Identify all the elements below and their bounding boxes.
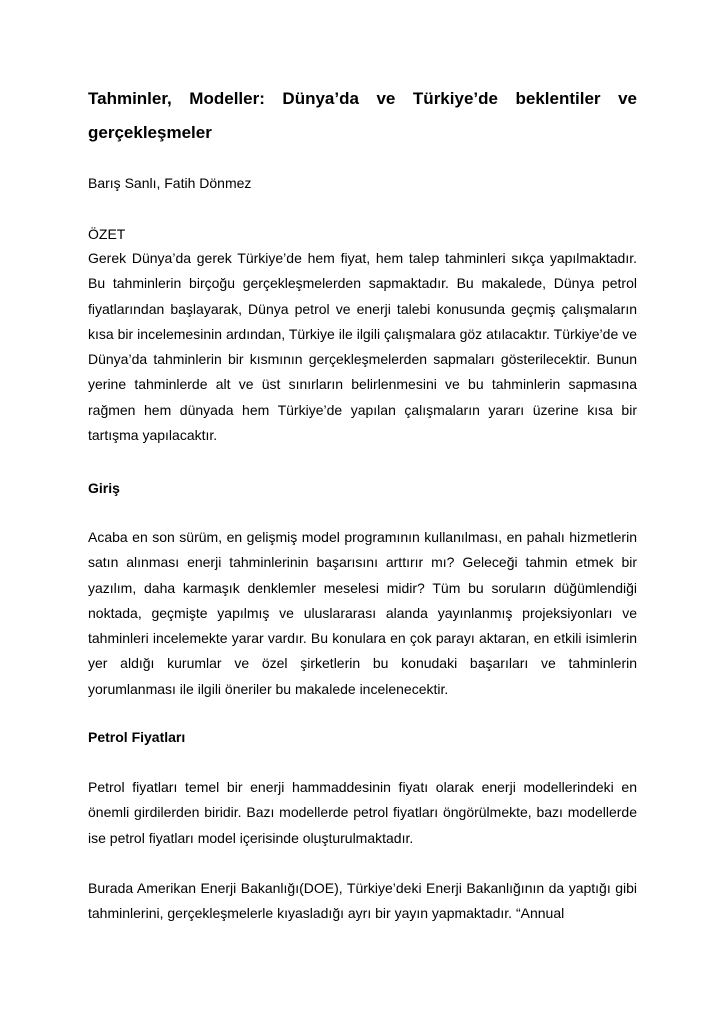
authors: Barış Sanlı, Fatih Dönmez — [88, 175, 252, 191]
abstract-heading: ÖZET — [88, 226, 126, 242]
section-text-giris: Acaba en son sürüm, en gelişmiş model programının kullanılması, en pahalı hizmetlerin satın alınması enerji tahminlerinin başarısını arttırır mı? Geleceği tahmin etmek bir yazılım, daha karmaşık denklemler meselesi midir? Tüm bu soruların düğümlendiği noktada, geçmişte yapılmış ve uluslararası alanda yayınlanmış projeksiyonları ve tahminleri incelemekte yarar vardır. Bu konulara en çok parayı aktaran, en etkili isimlerin yer aldığı kurumlar ve özel şirketlerin bu konudaki başarıları ve tahminlerin yorumlanması ile ilgili öneriler bu makalede incelenecektir. — [88, 529, 637, 697]
paper-title: Tahminler, Modeller: Dünya’da ve Türkiye’de beklentiler ve gerçekleşmeler — [88, 89, 637, 142]
section-heading-petrol: Petrol Fiyatları — [88, 729, 186, 745]
abstract-text: Gerek Dünya’da gerek Türkiye’de hem fiyat, hem talep tahminleri sıkça yapılmaktadır. Bu tahminlerin birçoğu gerçekleşmelerden sapmaktadır. Bu makalede, Dünya petrol fiyatlarından başlayarak, Dünya petrol ve enerji talebi konusunda geçmiş çalışmaların kısa bir incelemesinin ardından, Türkiye ile ilgili çalışmalara göz atılacaktır. Türkiye’de ve Dünya’da tahminlerin bir kısmının gerçekleşmelerden sapmaları gösterilecektir. Bunun yerine tahminlerde alt ve üst sınırların belirlenmesini ve bu tahminlerin sapmasına rağmen hem dünyada hem Türkiye’de yapılan çalışmaların yararı üzerine kısa bir tartışma yapılacaktır. — [88, 250, 637, 444]
section-paragraph-petrol-2: Burada Amerikan Enerji Bakanlığı(DOE), Türkiye’deki Enerji Bakanlığının da yaptığı gibi tahminlerini, gerçekleşmelerle kıyasladığı ayrı bir yayın yapmaktadır. “Annual — [88, 880, 637, 922]
section-heading-giris: Giriş — [88, 480, 120, 496]
section-paragraph-petrol-1: Petrol fiyatları temel bir enerji hammaddesinin fiyatı olarak enerji modellerindeki en önemli girdilerden biridir. Bazı modellerde petrol fiyatları öngörülmekte, bazı modellerde ise petrol fiyatları model içerisinde oluşturulmaktadır. — [88, 779, 637, 846]
